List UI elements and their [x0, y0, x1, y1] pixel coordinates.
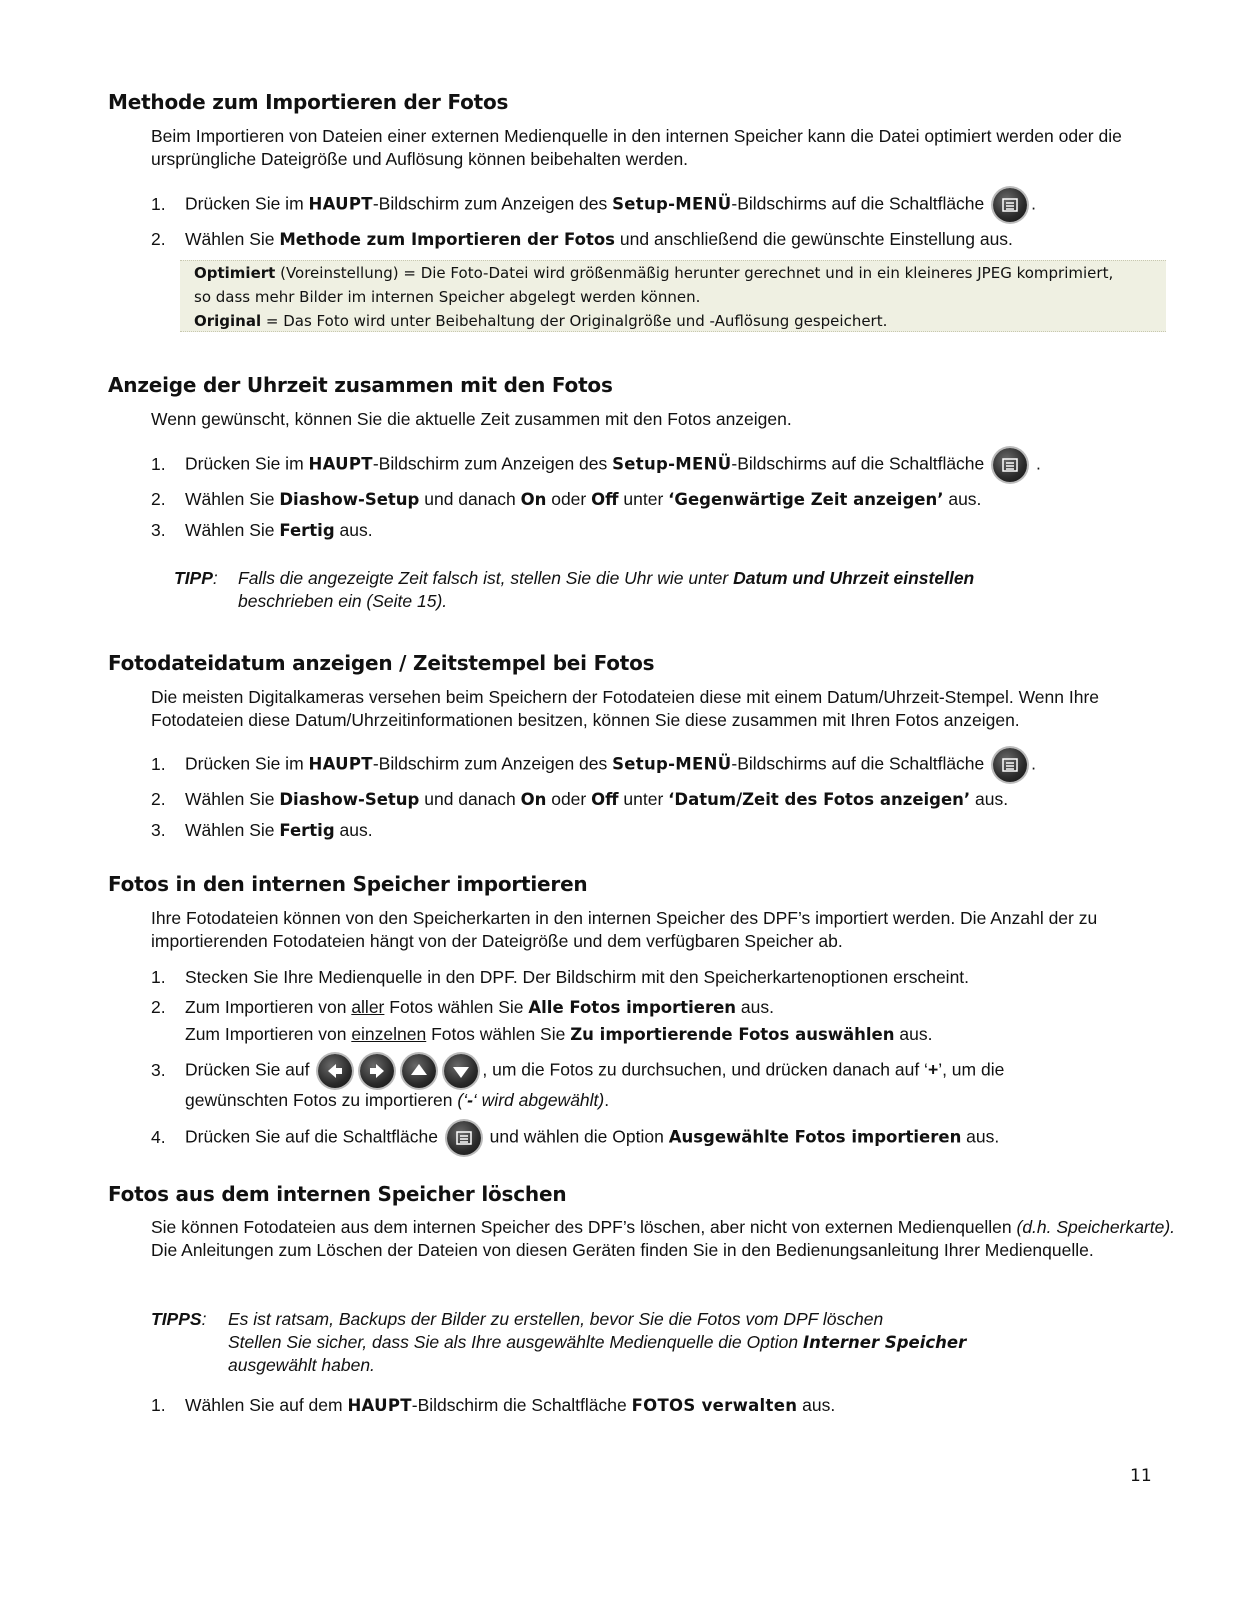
arrow-down-icon	[444, 1054, 478, 1088]
list-item: 1. Wählen Sie auf dem HAUPT-Bildschirm die Schaltfläche FOTOS verwalten aus.	[151, 1395, 836, 1415]
list-item: 4. Drücken Sie auf die Schaltfläche und wählen die Option Ausgewählte Fotos importieren aus.	[151, 1121, 1191, 1155]
menu-button-icon	[993, 748, 1027, 782]
section-title: Fotodateidatum anzeigen / Zeitstempel bei Fotos	[108, 651, 655, 675]
section-title: Methode zum Importieren der Fotos	[108, 90, 509, 114]
list-item: 2. Wählen Sie Methode zum Importieren der Fotos und anschließend die gewünschte Einstellung aus.	[151, 229, 1013, 249]
list-item-continuation: gewünschten Fotos zu importieren (‘-‘ wird abgewählt).	[185, 1090, 610, 1110]
tip-label: TIPP:	[174, 568, 218, 588]
tip-text: Falls die angezeigte Zeit falsch ist, stellen Sie die Uhr wie unter Datum und Uhrzeit einstellen beschrieben ein (Seite 15).	[238, 568, 975, 611]
list-item: 3. Wählen Sie Fertig aus.	[151, 520, 373, 540]
tips-text: Es ist ratsam, Backups der Bilder zu erstellen, bevor Sie die Fotos vom DPF löschen Stellen Sie sicher, dass Sie als Ihre ausgewählte Medienquelle die Option Interner Speicher ausgewählt haben.	[228, 1309, 967, 1375]
list-item: 2. Wählen Sie Diashow-Setup und danach On oder Off unter ‘Gegenwärtige Zeit anzeigen’ aus.	[151, 489, 982, 509]
tips-label: TIPPS:	[151, 1309, 207, 1329]
list-item: 2. Wählen Sie Diashow-Setup und danach On oder Off unter ‘Datum/Zeit des Fotos anzeigen’ aus.	[151, 789, 1009, 809]
section-title: Anzeige der Uhrzeit zusammen mit den Fotos	[108, 373, 613, 397]
arrow-left-icon	[318, 1054, 352, 1088]
list-item: 1. Drücken Sie im HAUPT-Bildschirm zum Anzeigen des Setup-MENÜ-Bildschirms auf die Schaltfläche .	[151, 748, 1191, 782]
menu-button-icon	[993, 188, 1027, 222]
section-title: Fotos aus dem internen Speicher löschen	[108, 1182, 567, 1206]
list-item: 2. Zum Importieren von aller Fotos wählen Sie Alle Fotos importieren aus.	[151, 997, 774, 1017]
paragraph: Ihre Fotodateien können von den Speicherkarten in den internen Speicher des DPF’s importiert werden. Die Anzahl der zu importierenden Fotodateien hängt von der Dateigröße und dem verfügbaren Speicher ab.	[151, 908, 1098, 951]
paragraph: Sie können Fotodateien aus dem internen Speicher des DPF’s löschen, aber nicht von externen Medienquellen (d.h. Speicherkarte). Die Anleitungen zum Löschen der Dateien von diesen Geräten finden Sie in den Bedienungsanleitung Ihrer Medienquelle.	[151, 1217, 1176, 1260]
arrow-up-icon	[402, 1054, 436, 1088]
section-title: Fotos in den internen Speicher importieren	[108, 872, 588, 896]
paragraph: Beim Importieren von Dateien einer externen Medienquelle in den internen Speicher kann die Datei optimiert werden oder die ursprüngliche Dateigröße und Auflösung können beibehalten werden.	[151, 126, 1122, 169]
page-number: 11	[1130, 1466, 1152, 1486]
list-item: 1. Stecken Sie Ihre Medienquelle in den DPF. Der Bildschirm mit den Speicherkartenoptionen erscheint.	[151, 967, 970, 987]
list-item: 1. Drücken Sie im HAUPT-Bildschirm zum Anzeigen des Setup-MENÜ-Bildschirms auf die Schaltfläche .	[151, 448, 1191, 482]
list-item-continuation: Zum Importieren von einzelnen Fotos wählen Sie Zu importierende Fotos auswählen aus.	[185, 1024, 933, 1044]
menu-button-icon	[447, 1121, 481, 1155]
info-note-box: Optimiert (Voreinstellung) = Die Foto-Datei wird größenmäßig herunter gerechnet und in ein kleineres JPEG komprimiert, so dass mehr Bilder im internen Speicher abgelegt werden können. Original = Das Foto wird unter Beibehaltung der Originalgröße und -Auflösung gespeichert.	[180, 260, 1166, 332]
paragraph: Die meisten Digitalkameras versehen beim Speichern der Fotodateien diese mit einem Datum/Uhrzeit-Stempel. Wenn Ihre Fotodateien diese Datum/Uhrzeitinformationen besitzen, können Sie diese zusammen mit Ihren Fotos anzeigen.	[151, 687, 1100, 730]
paragraph: Wenn gewünscht, können Sie die aktuelle Zeit zusammen mit den Fotos anzeigen.	[151, 409, 792, 429]
list-item: 1. Drücken Sie im HAUPT-Bildschirm zum Anzeigen des Setup-MENÜ-Bildschirms auf die Schaltfläche .	[151, 188, 1191, 222]
list-item: 3. Wählen Sie Fertig aus.	[151, 820, 373, 840]
list-item: 3. Drücken Sie auf , um die Fotos zu durchsuchen, und drücken danach auf ‘+’, um die	[151, 1054, 1191, 1088]
menu-button-icon	[993, 448, 1027, 482]
arrow-right-icon	[360, 1054, 394, 1088]
